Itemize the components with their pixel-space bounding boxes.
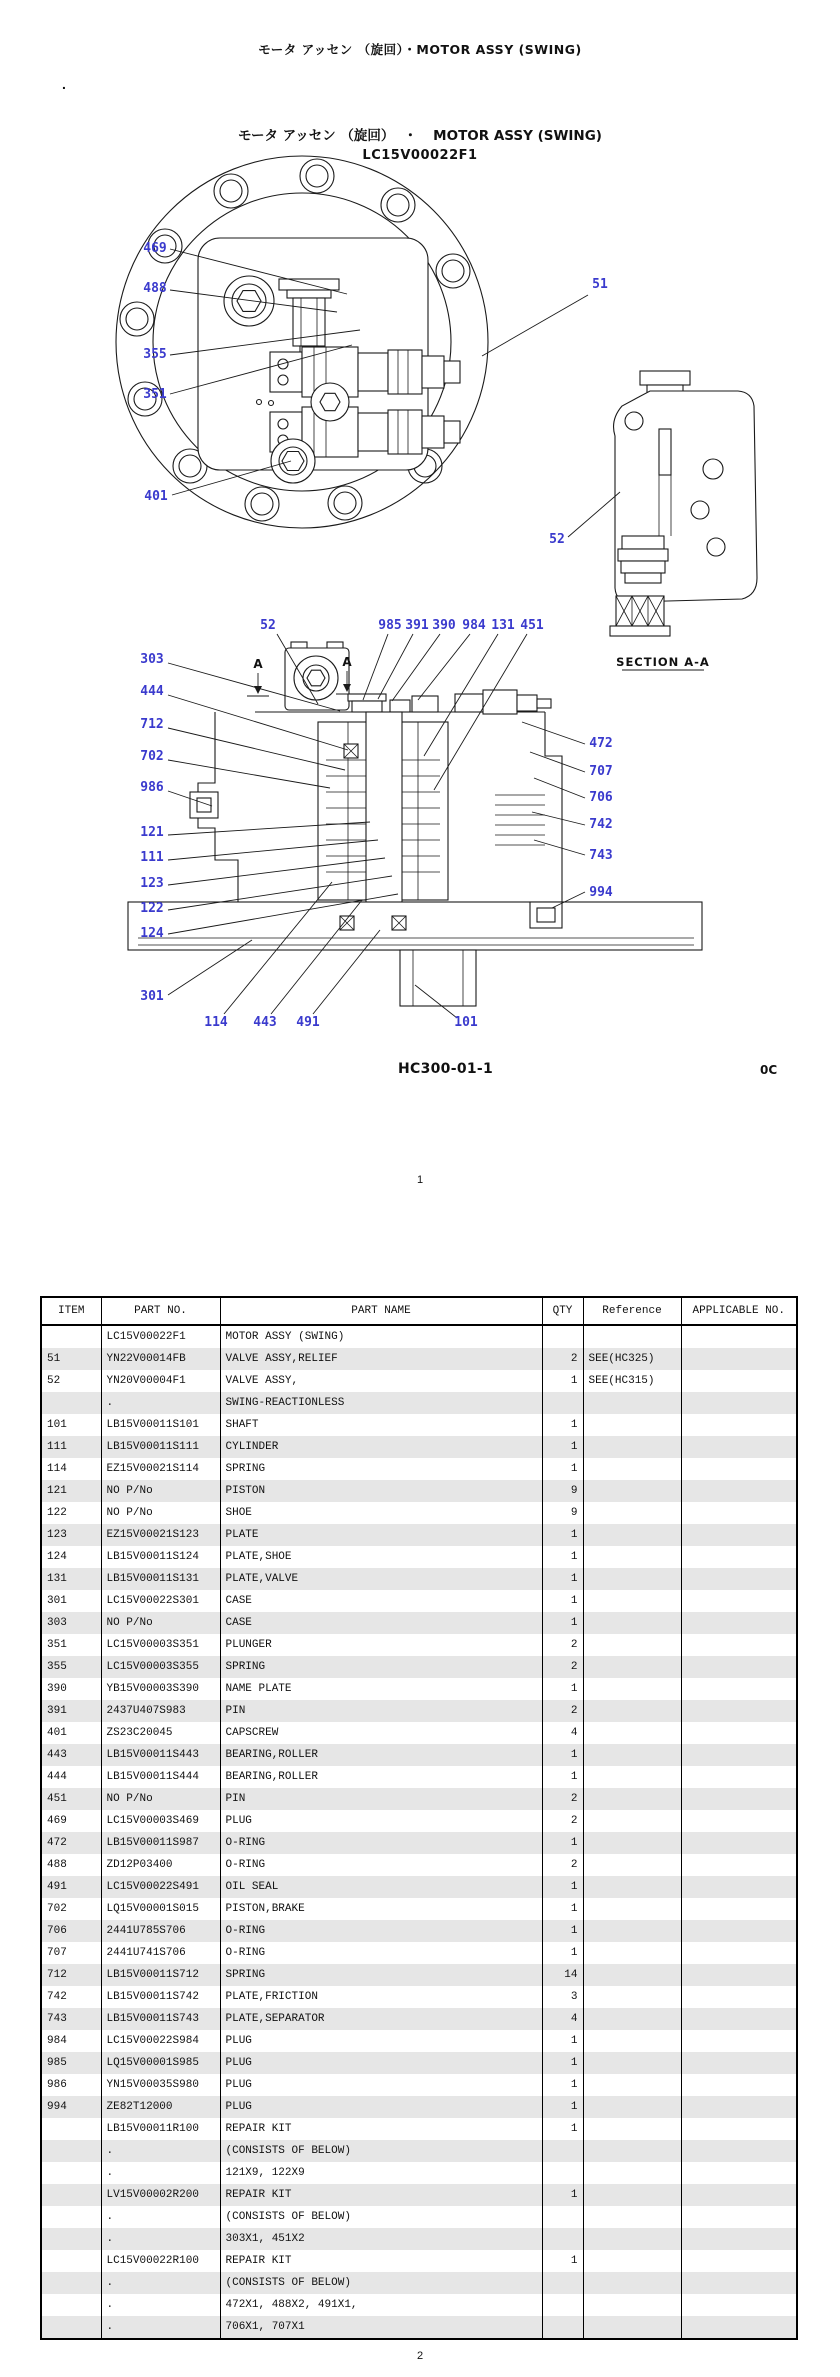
section-label: SECTION A-A: [616, 655, 710, 669]
leader-line: [418, 634, 470, 700]
upper-bearing: [344, 744, 358, 758]
table-row: 301 LC15V00022S301 CASE 1: [41, 1590, 797, 1612]
table-row: 985 LQ15V00001S985 PLUG 1: [41, 2052, 797, 2074]
table-row: 702 LQ15V00001S015 PISTON,BRAKE 1: [41, 1898, 797, 1920]
leader-line: [168, 760, 330, 788]
table-row: 111 LB15V00011S111 CYLINDER 1: [41, 1436, 797, 1458]
page-number-1: 1: [416, 1174, 424, 1186]
leader-line: [568, 492, 620, 537]
table-row: 984 LC15V00022S984 PLUG 1: [41, 2030, 797, 2052]
table-row: 355 LC15V00003S355 SPRING 2: [41, 1656, 797, 1678]
column-header: QTY: [542, 1297, 583, 1325]
output-shaft: [400, 950, 476, 1006]
parts-table: [40, 1296, 798, 2340]
callout-122: 122: [140, 901, 164, 916]
table-row: . 706X1, 707X1: [41, 2316, 797, 2339]
leader-line: [530, 752, 585, 772]
callout-355: 355: [143, 347, 167, 362]
table-row: 472 LB15V00011S987 O-RING 1: [41, 1832, 797, 1854]
callout-742: 742: [589, 817, 613, 832]
callout-51: 51: [592, 277, 608, 292]
callout-986: 986: [140, 780, 164, 795]
drawing-code: HC300-01-1: [398, 1061, 494, 1077]
table-row: 351 LC15V00003S351 PLUNGER 2: [41, 1634, 797, 1656]
figure-title-en: MOTOR ASSY (SWING): [433, 128, 602, 144]
leader-line: [532, 812, 585, 825]
table-row: . 303X1, 451X2: [41, 2228, 797, 2250]
callout-712: 712: [140, 717, 164, 732]
table-row: 444 LB15V00011S444 BEARING,ROLLER 1: [41, 1766, 797, 1788]
case-right-outline: [545, 712, 562, 902]
table-row: . 121X9, 122X9: [41, 2162, 797, 2184]
table-row: 121 NO P/No PISTON 9: [41, 1480, 797, 1502]
table-row: 124 LB15V00011S124 PLATE,SHOE 1: [41, 1546, 797, 1568]
callout-451: 451: [520, 618, 544, 633]
motor-top-view: [116, 156, 488, 528]
callout-123: 123: [140, 876, 164, 891]
parts-table-body: [41, 1325, 797, 2339]
callout-469: 469: [143, 241, 167, 256]
callout-351: 351: [143, 387, 167, 402]
table-row: 994 ZE82T12000 PLUG 1: [41, 2096, 797, 2118]
table-row: 712 LB15V00011S712 SPRING 14: [41, 1964, 797, 1986]
section-arrow-head: [254, 686, 262, 694]
table-row: LB15V00011R100 REPAIR KIT 1: [41, 2118, 797, 2140]
callout-131: 131: [491, 618, 515, 633]
callout-111: 111: [140, 850, 164, 865]
callout-390: 390: [432, 618, 456, 633]
table-row: 391 2437U407S983 PIN 2: [41, 1700, 797, 1722]
page-number-2: 2: [416, 2350, 424, 2362]
section-arrow-label: A: [253, 657, 263, 671]
callout-702: 702: [140, 749, 164, 764]
callout-52: 52: [260, 618, 276, 633]
callout-994: 994: [589, 885, 613, 900]
assembly-part-number: LC15V00022F1: [362, 148, 478, 163]
corner-mark: .: [62, 76, 66, 92]
callout-707: 707: [589, 764, 613, 779]
table-row: 443 LB15V00011S443 BEARING,ROLLER 1: [41, 1744, 797, 1766]
section-aa-view: [610, 371, 757, 670]
top-right-valve: [455, 690, 551, 714]
callout-52: 52: [549, 532, 565, 547]
column-header: PART NO.: [101, 1297, 220, 1325]
leader-line: [534, 840, 585, 855]
table-row: 986 YN15V00035S980 PLUG 1: [41, 2074, 797, 2096]
column-header: Reference: [583, 1297, 681, 1325]
capscrew: [271, 439, 315, 483]
brake-plate-stack: [495, 795, 545, 845]
table-row: 491 LC15V00022S491 OIL SEAL 1: [41, 1876, 797, 1898]
table-row: . SWING-REACTIONLESS: [41, 1392, 797, 1414]
leader-line: [522, 722, 585, 744]
callout-472: 472: [589, 736, 613, 751]
callout-101: 101: [454, 1015, 478, 1030]
callout-706: 706: [589, 790, 613, 805]
revision-mark: 0C: [760, 1063, 778, 1077]
parts-table-header: [41, 1297, 797, 1325]
table-row: 742 LB15V00011S742 PLATE,FRICTION 3: [41, 1986, 797, 2008]
table-row: 303 NO P/No CASE 1: [41, 1612, 797, 1634]
page-header-title: モータ アッセン （旋回）・MOTOR ASSY (SWING): [258, 42, 582, 57]
callout-984: 984: [462, 618, 486, 633]
callout-391: 391: [405, 618, 429, 633]
title-separator-dot: ・: [403, 128, 418, 144]
table-row: 390 YB15V00003S390 NAME PLATE 1: [41, 1678, 797, 1700]
shaft-end-hatched: [610, 596, 670, 636]
table-row: 101 LB15V00011S101 SHAFT 1: [41, 1414, 797, 1436]
table-row: 122 NO P/No SHOE 9: [41, 1502, 797, 1524]
table-row: 401 ZS23C20045 CAPSCREW 4: [41, 1722, 797, 1744]
valve-stem: [659, 429, 671, 475]
left-plug: [190, 792, 218, 818]
table-row: 131 LB15V00011S131 PLATE,VALVE 1: [41, 1568, 797, 1590]
table-row: . 472X1, 488X2, 491X1,: [41, 2294, 797, 2316]
callout-124: 124: [140, 926, 164, 941]
leader-line: [363, 634, 388, 700]
table-row: 743 LB15V00011S743 PLATE,SEPARATOR 4: [41, 2008, 797, 2030]
callout-491: 491: [296, 1015, 320, 1030]
hex-socket-plug: [224, 276, 274, 326]
leader-line: [392, 634, 440, 701]
callout-985: 985: [378, 618, 402, 633]
table-row: . (CONSISTS OF BELOW): [41, 2140, 797, 2162]
relief-valve-upper: [270, 347, 460, 397]
table-row: 52 YN20V00004F1 VALVE ASSY, 1 SEE(HC315): [41, 1370, 797, 1392]
callout-743: 743: [589, 848, 613, 863]
swing-valve-block: [285, 642, 349, 710]
callout-301: 301: [140, 989, 164, 1004]
section-arrow-label: A: [342, 655, 352, 669]
column-header: APPLICABLE NO.: [681, 1297, 797, 1325]
callout-401: 401: [144, 489, 168, 504]
table-row: 706 2441U785S706 O-RING 1: [41, 1920, 797, 1942]
column-header: ITEM: [41, 1297, 101, 1325]
table-row: LC15V00022F1 MOTOR ASSY (SWING): [41, 1325, 797, 1348]
table-row: 123 EZ15V00021S123 PLATE 1: [41, 1524, 797, 1546]
table-row: 114 EZ15V00021S114 SPRING 1: [41, 1458, 797, 1480]
callout-443: 443: [253, 1015, 277, 1030]
top-plugs: [348, 694, 438, 712]
assembly-diagram: [0, 0, 840, 1110]
leader-line: [482, 295, 588, 356]
callout-444: 444: [140, 684, 164, 699]
callout-114: 114: [204, 1015, 228, 1030]
table-row: . (CONSISTS OF BELOW): [41, 2206, 797, 2228]
table-row: LC15V00022R100 REPAIR KIT 1: [41, 2250, 797, 2272]
section-plug: [618, 536, 668, 583]
center-hex-link: [311, 383, 349, 421]
table-row: LV15V00002R200 REPAIR KIT 1: [41, 2184, 797, 2206]
table-row: 488 ZD12P03400 O-RING 2: [41, 1854, 797, 1876]
table-row: 51 YN22V00014FB VALVE ASSY,RELIEF 2 SEE(HC325): [41, 1348, 797, 1370]
callout-121: 121: [140, 825, 164, 840]
leader-line: [378, 634, 413, 699]
callout-488: 488: [143, 281, 167, 296]
table-row: 707 2441U741S706 O-RING 1: [41, 1942, 797, 1964]
callout-303: 303: [140, 652, 164, 667]
figure-title-jp: モータ アッセン （旋回）: [238, 128, 388, 144]
column-header: PART NAME: [220, 1297, 542, 1325]
table-row: 451 NO P/No PIN 2: [41, 1788, 797, 1810]
motor-section-view: [128, 642, 702, 1006]
table-row: . (CONSISTS OF BELOW): [41, 2272, 797, 2294]
table-row: 469 LC15V00003S469 PLUG 2: [41, 1810, 797, 1832]
